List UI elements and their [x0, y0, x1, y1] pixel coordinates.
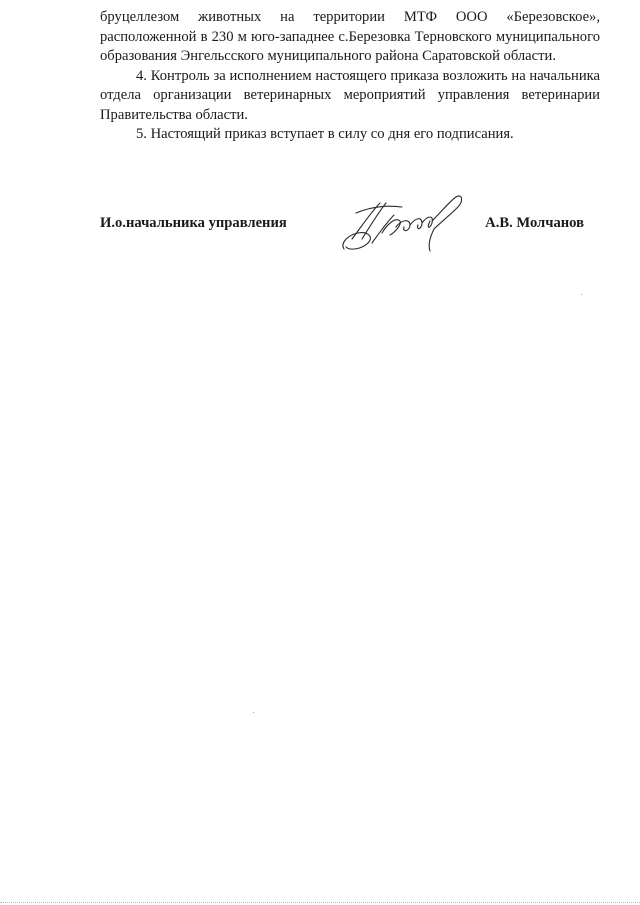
- scan-bottom-edge: [0, 902, 640, 903]
- handwritten-signature: [338, 193, 473, 259]
- scan-speck: [253, 712, 254, 713]
- signer-position: И.о.начальника управления: [100, 215, 287, 231]
- scan-speck: [581, 294, 582, 295]
- signature-block: [100, 209, 600, 269]
- paragraph-4: 4. Контроль за исполнением настоящего приказа возложить на начальника отдела организации ветеринарных мероприятий управления ветеринарии Правительства области.: [100, 67, 600, 123]
- document-body: [100, 8, 600, 145]
- signer-name: А.В. Молчанов: [485, 215, 584, 231]
- paragraph-continuation: бруцеллезом животных на территории МТФ ООО «Березовское», расположенной в 230 м юго-западнее с.Березовка Терновского муниципального образования Энгельсского муниципального района Саратовской области.: [100, 9, 600, 64]
- paragraph-5: 5. Настоящий приказ вступает в силу со дня его подписания.: [136, 126, 514, 142]
